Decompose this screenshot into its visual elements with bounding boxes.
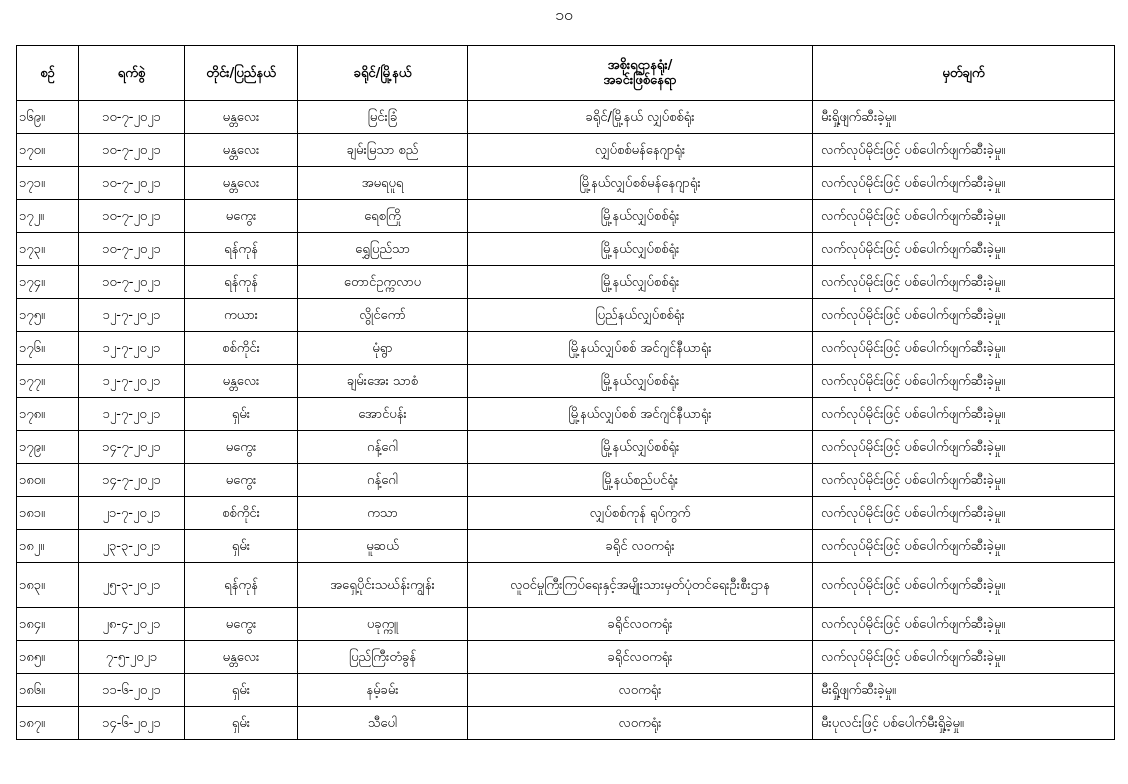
cell-office: ခရိုင် လဝကရုံး — [468, 530, 813, 563]
cell-region: မကွေး — [185, 200, 298, 233]
cell-office: ခရိုင်လဝကရုံး — [468, 641, 813, 674]
cell-no: ၁၇၇။ — [17, 365, 79, 398]
cell-region: မန္တလေး — [185, 365, 298, 398]
cell-no: ၁၈၀။ — [17, 464, 79, 497]
cell-office: လဝကရုံး — [468, 707, 813, 740]
cell-remark: မီးရှို့ဖျက်ဆီးခဲ့မှု။ — [813, 674, 1115, 707]
table-row — [17, 707, 1115, 740]
cell-remark: လက်လုပ်မိုင်းဖြင့် ပစ်ပေါက်ဖျက်ဆီးခဲ့မှု။ — [813, 233, 1115, 266]
cell-remark: လက်လုပ်မိုင်းဖြင့် ပစ်ပေါက်ဖျက်ဆီးခဲ့မှု။ — [813, 497, 1115, 530]
cell-district: ချမ်းမြသာ စည် — [298, 134, 468, 167]
cell-date: ၂၈-၄-၂၀၂၁ — [79, 608, 185, 641]
cell-office: မြို့နယ်လျှပ်စစ်ရုံး — [468, 200, 813, 233]
cell-remark: လက်လုပ်မိုင်းဖြင့် ပစ်ပေါက်ဖျက်ဆီးခဲ့မှု။ — [813, 464, 1115, 497]
cell-date: ၁၄-၇-၂၀၂၁ — [79, 464, 185, 497]
cell-no: ၁၇၄။ — [17, 266, 79, 299]
cell-district: မုံရွာ — [298, 332, 468, 365]
cell-date: ၂၅-၃-၂၀၂၁ — [79, 563, 185, 608]
table-row — [17, 332, 1115, 365]
cell-no: ၁၈၇။ — [17, 707, 79, 740]
cell-district: ရေစကြို — [298, 200, 468, 233]
cell-region: မန္တလေး — [185, 101, 298, 134]
page-number: ၁၀ — [555, 5, 573, 24]
cell-district: ဂန့်ဂေါ — [298, 464, 468, 497]
table-row — [17, 608, 1115, 641]
cell-remark: မီးပုလင်းဖြင့် ပစ်ပေါက်မီးရှို့ခဲ့မှု။ — [813, 707, 1115, 740]
table-header-row — [17, 46, 1115, 101]
cell-region: မကွေး — [185, 608, 298, 641]
table-row — [17, 563, 1115, 608]
table-row — [17, 674, 1115, 707]
cell-district: နမ့်ခမ်း — [298, 674, 468, 707]
cell-no: ၁၈၃။ — [17, 563, 79, 608]
header-date: ရက်စွဲ — [79, 46, 185, 101]
cell-region: ရန်ကုန် — [185, 563, 298, 608]
cell-office: မြို့နယ်လျှပ်စစ်ရုံး — [468, 431, 813, 464]
cell-date: ၁၁-၆-၂၀၂၁ — [79, 674, 185, 707]
cell-no: ၁၇၆။ — [17, 332, 79, 365]
cell-district: အောင်ပန်း — [298, 398, 468, 431]
cell-office: လူဝင်မှုကြီးကြပ်ရေးနှင့်အမျိုးသားမှတ်ပုံတင်ရေးဦးစီးဌာန — [468, 563, 813, 608]
cell-date: ၇-၅-၂၀၂၁ — [79, 641, 185, 674]
cell-remark: လက်လုပ်မိုင်းဖြင့် ပစ်ပေါက်ဖျက်ဆီးခဲ့မှု။ — [813, 530, 1115, 563]
cell-office: မြို့နယ်လျှပ်စစ်ရုံး — [468, 233, 813, 266]
cell-no: ၁၇၂။ — [17, 200, 79, 233]
cell-region: မကွေး — [185, 464, 298, 497]
cell-date: ၂၁-၇-၂၀၂၁ — [79, 497, 185, 530]
cell-region: ရှမ်း — [185, 707, 298, 740]
cell-office: မြို့နယ်စည်ပင်ရုံး — [468, 464, 813, 497]
cell-no: ၁၇၀။ — [17, 134, 79, 167]
cell-district: မြင်းခြံ — [298, 101, 468, 134]
cell-no: ၁၈၄။ — [17, 608, 79, 641]
cell-remark: လက်လုပ်မိုင်းဖြင့် ပစ်ပေါက်ဖျက်ဆီးခဲ့မှု။ — [813, 398, 1115, 431]
cell-district: လွိုင်ကော် — [298, 299, 468, 332]
table-row — [17, 398, 1115, 431]
cell-remark: လက်လုပ်မိုင်းဖြင့် ပစ်ပေါက်ဖျက်ဆီးခဲ့မှု။ — [813, 641, 1115, 674]
cell-district: ပခုက္ကူ — [298, 608, 468, 641]
cell-region: စစ်ကိုင်း — [185, 497, 298, 530]
cell-region: ရန်ကုန် — [185, 266, 298, 299]
table-row — [17, 530, 1115, 563]
cell-office: ခရိုင်လဝကရုံး — [468, 608, 813, 641]
cell-remark: လက်လုပ်မိုင်းဖြင့် ပစ်ပေါက်ဖျက်ဆီးခဲ့မှု။ — [813, 563, 1115, 608]
cell-office: လဝကရုံး — [468, 674, 813, 707]
cell-district: ဂန့်ဂေါ — [298, 431, 468, 464]
incident-table — [16, 45, 1115, 740]
cell-no: ၁၈၆။ — [17, 674, 79, 707]
cell-no: ၁၇၉။ — [17, 431, 79, 464]
cell-district: အရှေ့ပိုင်းသဃ်န်းကျွန်း — [298, 563, 468, 608]
cell-region: ရှမ်း — [185, 674, 298, 707]
table-row — [17, 167, 1115, 200]
cell-remark: လက်လုပ်မိုင်းဖြင့် ပစ်ပေါက်ဖျက်ဆီးခဲ့မှု။ — [813, 167, 1115, 200]
cell-district: အမရပူရ — [298, 167, 468, 200]
header-office — [468, 46, 813, 101]
cell-no: ၁၈၁။ — [17, 497, 79, 530]
cell-no: ၁၈၂။ — [17, 530, 79, 563]
cell-remark: လက်လုပ်မိုင်းဖြင့် ပစ်ပေါက်ဖျက်ဆီးခဲ့မှု။ — [813, 431, 1115, 464]
cell-no: ၁၇၈။ — [17, 398, 79, 431]
cell-district: မူဆယ် — [298, 530, 468, 563]
cell-region: ရန်ကုန် — [185, 233, 298, 266]
cell-no: ၁၇၁။ — [17, 167, 79, 200]
cell-region: မန္တလေး — [185, 641, 298, 674]
cell-remark: လက်လုပ်မိုင်းဖြင့် ပစ်ပေါက်ဖျက်ဆီးခဲ့မှု။ — [813, 134, 1115, 167]
cell-region: မကွေး — [185, 431, 298, 464]
cell-no: ၁၈၅။ — [17, 641, 79, 674]
cell-region: စစ်ကိုင်း — [185, 332, 298, 365]
header-region: တိုင်း/ပြည်နယ် — [185, 46, 298, 101]
table-row — [17, 299, 1115, 332]
cell-no: ၁၆၉။ — [17, 101, 79, 134]
cell-district: သီပေါ — [298, 707, 468, 740]
cell-office: မြို့နယ်လျှပ်စစ် အင်ဂျင်နီယာရုံး — [468, 332, 813, 365]
cell-date: ၁၄-၇-၂၀၂၁ — [79, 431, 185, 464]
cell-office: ပြည်နယ်လျှပ်စစ်ရုံး — [468, 299, 813, 332]
cell-office: လျှပ်စစ်မန်နေဂျာရုံး — [468, 134, 813, 167]
cell-date: ၁၂-၇-၂၀၂၁ — [79, 398, 185, 431]
header-no: စဉ် — [17, 46, 79, 101]
cell-remark: လက်လုပ်မိုင်းဖြင့် ပစ်ပေါက်ဖျက်ဆီးခဲ့မှု။ — [813, 608, 1115, 641]
cell-region: ရှမ်း — [185, 398, 298, 431]
table-row — [17, 101, 1115, 134]
header-remark: မှတ်ချက် — [813, 46, 1115, 101]
cell-district: ရွှေပြည်သာ — [298, 233, 468, 266]
cell-date: ၁၀-၇-၂၀၂၁ — [79, 233, 185, 266]
cell-date: ၁၀-၇-၂၀၂၁ — [79, 266, 185, 299]
cell-date: ၁၀-၇-၂၀၂၁ — [79, 101, 185, 134]
cell-district: ချမ်းအေး သာစံ — [298, 365, 468, 398]
cell-no: ၁၇၅။ — [17, 299, 79, 332]
cell-date: ၁၀-၇-၂၀၂၁ — [79, 134, 185, 167]
table-row — [17, 365, 1115, 398]
cell-date: ၁၀-၇-၂၀၂၁ — [79, 200, 185, 233]
table-row — [17, 464, 1115, 497]
table-row — [17, 266, 1115, 299]
cell-district: တောင်ဥက္ကလာပ — [298, 266, 468, 299]
cell-office: လျှပ်စစ်ကုန် ရုပ်ကွက် — [468, 497, 813, 530]
cell-office: မြို့နယ်လျှပ်စစ် အင်ဂျင်နီယာရုံး — [468, 398, 813, 431]
cell-office: မြို့နယ်လျှပ်စစ်မန်နေဂျာရုံး — [468, 167, 813, 200]
header-office-line1: အစိုးရဌာနရုံး/ — [607, 58, 673, 73]
header-district: ခရိုင်/မြို့နယ် — [298, 46, 468, 101]
cell-office: မြို့နယ်လျှပ်စစ်ရုံး — [468, 365, 813, 398]
cell-remark: လက်လုပ်မိုင်းဖြင့် ပစ်ပေါက်ဖျက်ဆီးခဲ့မှု။ — [813, 299, 1115, 332]
table-row — [17, 641, 1115, 674]
cell-remark: လက်လုပ်မိုင်းဖြင့် ပစ်ပေါက်ဖျက်ဆီးခဲ့မှု။ — [813, 332, 1115, 365]
cell-date: ၁၂-၇-၂၀၂၁ — [79, 332, 185, 365]
cell-no: ၁၇၃။ — [17, 233, 79, 266]
cell-date: ၁၄-၆-၂၀၂၁ — [79, 707, 185, 740]
cell-region: မန္တလေး — [185, 134, 298, 167]
cell-region: မန္တလေး — [185, 167, 298, 200]
table-row — [17, 134, 1115, 167]
table-row — [17, 200, 1115, 233]
cell-date: ၂၃-၃-၂၀၂၁ — [79, 530, 185, 563]
cell-region: ကယား — [185, 299, 298, 332]
cell-remark: လက်လုပ်မိုင်းဖြင့် ပစ်ပေါက်ဖျက်ဆီးခဲ့မှု။ — [813, 200, 1115, 233]
table-row — [17, 431, 1115, 464]
cell-region: ရှမ်း — [185, 530, 298, 563]
cell-remark: မီးရှို့ဖျက်ဆီးခဲ့မှု။ — [813, 101, 1115, 134]
cell-remark: လက်လုပ်မိုင်းဖြင့် ပစ်ပေါက်ဖျက်ဆီးခဲ့မှု။ — [813, 365, 1115, 398]
cell-office: ခရိုင်/မြို့နယ် လျှပ်စစ်ရုံး — [468, 101, 813, 134]
cell-office: မြို့နယ်လျှပ်စစ်ရုံး — [468, 266, 813, 299]
table-row — [17, 233, 1115, 266]
table-row — [17, 497, 1115, 530]
header-office-line2: အခင်းဖြစ်နေရာ — [603, 73, 677, 88]
cell-date: ၁၂-၇-၂၀၂၁ — [79, 299, 185, 332]
cell-district: ကသာ — [298, 497, 468, 530]
cell-date: ၁၂-၇-၂၀၂၁ — [79, 365, 185, 398]
cell-date: ၁၀-၇-၂၀၂၁ — [79, 167, 185, 200]
cell-district: ပြည်ကြီးတံခွန် — [298, 641, 468, 674]
cell-remark: လက်လုပ်မိုင်းဖြင့် ပစ်ပေါက်ဖျက်ဆီးခဲ့မှု။ — [813, 266, 1115, 299]
